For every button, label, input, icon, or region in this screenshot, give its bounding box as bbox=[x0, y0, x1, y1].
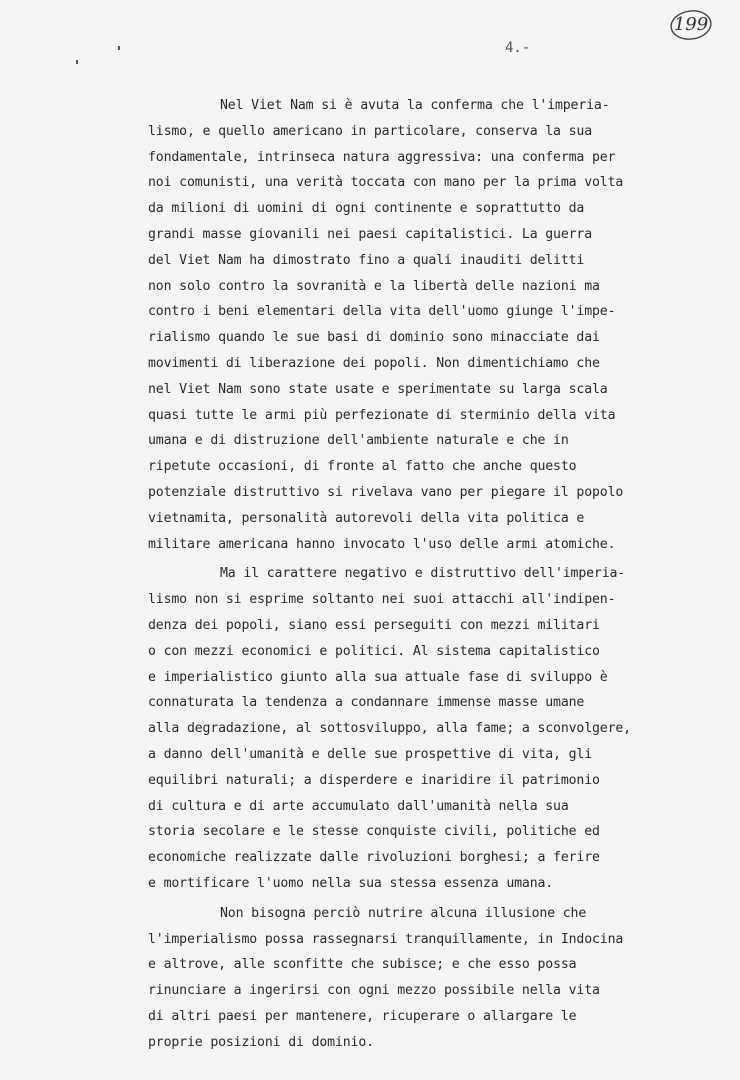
text-line: Nel Viet Nam si è avuta la conferma che l'imperia- bbox=[220, 98, 610, 113]
text-line: l'imperialismo possa rassegnarsi tranquillamente, in Indocina bbox=[148, 931, 624, 947]
text-line: proprie posizioni di dominio. bbox=[148, 1034, 374, 1050]
text-line: o con mezzi economici e politici. Al sistema capitalistico bbox=[148, 643, 600, 659]
text-line: militare americana hanno invocato l'uso delle armi atomiche. bbox=[148, 536, 616, 552]
text-line: Non bisogna perciò nutrire alcuna illusione che bbox=[220, 905, 587, 921]
text-line: vietnamita, personalità autorevoli della vita politica e bbox=[148, 510, 585, 526]
text-line: potenziale distruttivo si rivelava vano per piegare il popolo bbox=[148, 484, 624, 500]
text-line: da milioni di uomini di ogni continente e soprattutto da bbox=[148, 201, 585, 217]
text-line: e mortificare l'uomo nella sua stessa essenza umana. bbox=[148, 875, 554, 891]
text-line: e altrove, alle sconfitte che subisce; e che esso possa bbox=[148, 957, 577, 973]
text-line: nel Viet Nam sono state usate e sperimentate su larga scala bbox=[148, 381, 608, 397]
text-line: a danno dell'umanità e delle sue prospettive di vita, gli bbox=[148, 746, 593, 762]
text-line: noi comunisti, una verità toccata con mano per la prima volta bbox=[148, 175, 624, 191]
text-line: del Viet Nam ha dimostrato fino a quali inauditi delitti bbox=[148, 252, 585, 268]
text-line: non solo contro la sovranità e la libertà delle nazioni ma bbox=[148, 278, 600, 294]
paragraph bbox=[148, 93, 708, 557]
text-line: economiche realizzate dalle rivoluzioni borghesi; a ferire bbox=[148, 850, 600, 866]
paragraph bbox=[148, 901, 708, 1056]
text-line: connaturata la tendenza a condannare immense masse umane bbox=[148, 695, 585, 711]
text-line: e imperialistico giunto alla sua attuale fase di sviluppo è bbox=[148, 669, 608, 685]
text-line: lismo, e quello americano in particolare, conserva la sua bbox=[148, 123, 593, 139]
typed-text-body bbox=[148, 93, 708, 1055]
text-line: grandi masse giovanili nei paesi capitalistici. La guerra bbox=[148, 226, 593, 242]
text-line: alla degradazione, al sottosviluppo, alla fame; a sconvolgere, bbox=[148, 721, 631, 737]
text-line: ripetute occasioni, di fronte al fatto che anche questo bbox=[148, 459, 577, 475]
text-line: lismo non si esprime soltanto nei suoi attacchi all'indipen- bbox=[148, 592, 616, 608]
text-line: di altri paesi per mantenere, ricuperare o allargare le bbox=[148, 1008, 577, 1024]
text-line: rinunciare a ingerirsi con ogni mezzo possibile nella vita bbox=[148, 983, 600, 999]
text-line: rialismo quando le sue basi di dominio sono minacciate dai bbox=[148, 330, 600, 346]
text-line: movimenti di liberazione dei popoli. Non dimentichiamo che bbox=[148, 355, 600, 371]
text-line: contro i beni elementari della vita dell'uomo giunge l'impe- bbox=[148, 304, 616, 320]
archive-number: 199 bbox=[673, 14, 709, 35]
text-line: equilibri naturali; a disperdere e inaridire il patrimonio bbox=[148, 772, 600, 788]
text-line: di cultura e di arte accumulato dall'umanità nella sua bbox=[148, 798, 569, 814]
archive-stamp bbox=[668, 8, 714, 42]
punch-mark bbox=[76, 60, 78, 64]
text-line: quasi tutte le armi più perfezionate di sterminio della vita bbox=[148, 407, 616, 423]
text-line: fondamentale, intrinseca natura aggressiva: una conferma per bbox=[148, 149, 616, 165]
page-number: 4.- bbox=[505, 40, 531, 56]
paragraph bbox=[148, 561, 708, 896]
text-line: storia secolare e le stesse conquiste civili, politiche ed bbox=[148, 824, 600, 840]
text-line: denza dei popoli, siano essi perseguiti con mezzi militari bbox=[148, 617, 600, 633]
text-line: Ma il carattere negativo e distruttivo dell'imperia- bbox=[220, 566, 626, 582]
text-line: umana e di distruzione dell'ambiente naturale e che in bbox=[148, 433, 569, 449]
punch-mark bbox=[118, 46, 120, 50]
